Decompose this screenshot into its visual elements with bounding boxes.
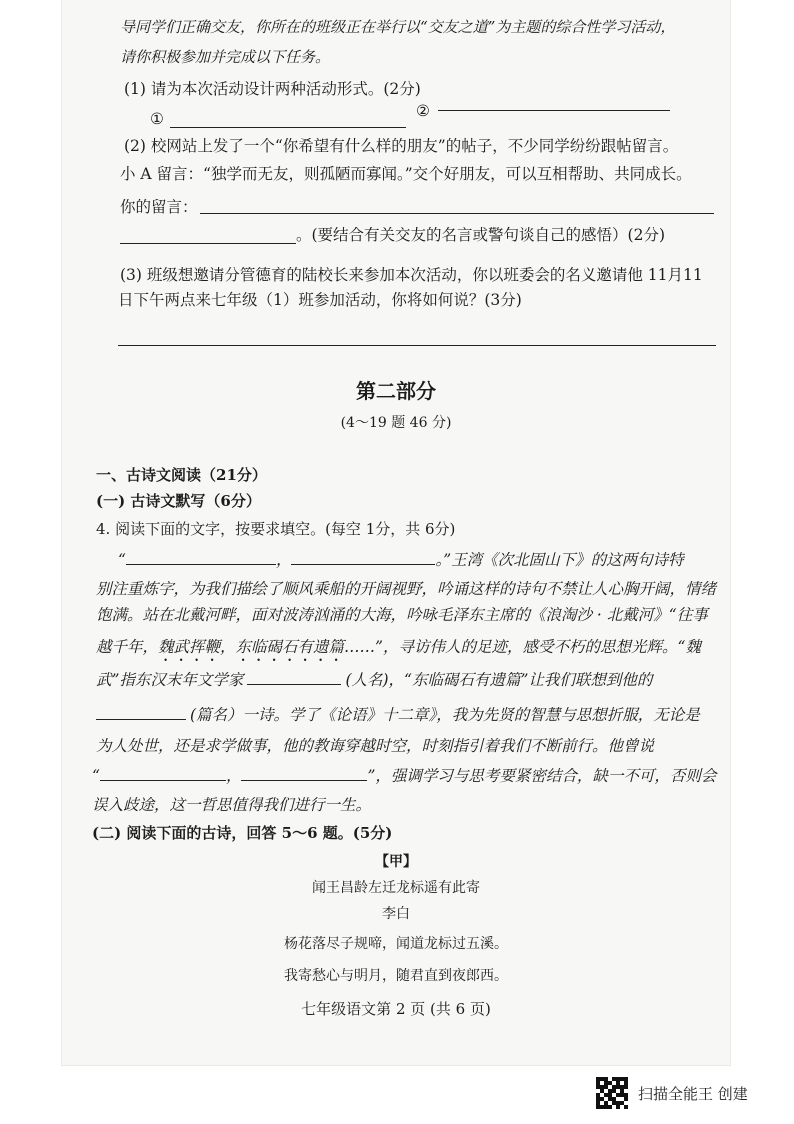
passage-line-4: 越千年，魏武挥鞭，东临碣石有遗篇……”，寻访伟人的足迹，感受不朽的思想光辉。“魏 (96, 638, 701, 656)
section-1-sub-heading: (一) 古诗文默写（6分） (96, 492, 261, 510)
q2-prompt: (2) 校网站上发了一个“你希望有什么样的朋友”的帖子，不少同学纷纷跟帖留言。 (124, 137, 679, 155)
brand-text: 扫描全能王 创建 (638, 1084, 748, 1103)
answer-line-form-2[interactable] (438, 110, 670, 111)
poem-line-2: 我寄愁心与明月，随君直到夜郎西。 (284, 968, 508, 984)
passage-line-1: “ ， 。”王湾《次北固山下》的这两句诗特 (118, 548, 684, 571)
q3-line-2: 日下午两点来七年级（1）班参加活动，你将如何说？(3分) (118, 291, 522, 309)
part-subtitle: (4～19 题 46 分) (340, 415, 452, 431)
answer-line-message-1[interactable] (200, 213, 714, 214)
poem-title: 闻王昌龄左迁龙标遥有此寄 (312, 880, 480, 896)
passage-line-3: 饱满。站在北戴河畔，面对波涛汹涌的大海，吟咏毛泽东主席的《浪淘沙 · 北戴河》“往事 (96, 606, 708, 624)
poem-line-1: 杨花落尽子规啼，闻道龙标过五溪。 (284, 936, 508, 952)
q3-line-1: (3) 班级想邀请分管德育的陆校长来参加本次活动，你以班委会的名义邀请他 11月11 (120, 266, 703, 284)
q2-label: 你的留言： (120, 198, 198, 216)
fill-blank-3[interactable] (247, 668, 341, 685)
answer-line-message-2[interactable] (120, 243, 296, 244)
passage-line-8: “ ， ”，强调学习与思考要紧密结合，缺一不可，否则会 (92, 764, 716, 787)
scanner-watermark (596, 1075, 748, 1111)
q1-mark-2: ② (416, 102, 430, 120)
passage-line-5: 武”指东汉末年文学家 (人名)，“东临碣石有遗篇”让我们联想到他的 (96, 668, 652, 691)
fill-blank-2[interactable] (291, 548, 435, 565)
question-4-prompt: 4. 阅读下面的文字，按要求填空。(每空 1分，共 6分) (96, 520, 456, 538)
fill-blank-4[interactable] (96, 703, 186, 720)
section-2-heading: (二) 阅读下面的古诗，回答 5～6 题。(5分) (92, 824, 393, 842)
fill-blank-1[interactable] (126, 548, 276, 565)
passage-line-7: 为人处世，还是求学做事，他的教诲穿越时空，时刻指引着我们不断前行。他曾说 (96, 737, 655, 755)
page-number: 七年级语文第 2 页 (共 6 页) (301, 1000, 491, 1018)
part-title: 第二部分 (356, 379, 436, 403)
fill-blank-5[interactable] (100, 764, 226, 781)
poem-author: 李白 (382, 906, 410, 922)
q1-mark-1: ① (150, 110, 164, 128)
fill-blank-6[interactable] (241, 764, 367, 781)
passage-line-9: 误入歧途，这一哲思值得我们进行一生。 (92, 796, 372, 814)
intro-line-2: 请你积极参加并完成以下任务。 (120, 48, 331, 66)
poem-tag: 【甲】 (375, 854, 417, 870)
emphasized-quote: 魏武挥鞭，东临碣石有遗篇 (158, 638, 345, 656)
answer-line-invitation[interactable] (118, 345, 716, 346)
qr-code-icon (596, 1077, 628, 1109)
q1-prompt: (1) 请为本次活动设计两种活动形式。(2分) (124, 80, 421, 98)
passage-line-2: 别注重炼字，为我们描绘了顺风乘船的开阔视野，吟诵这样的诗句不禁让人心胸开阔，情绪 (96, 580, 717, 598)
answer-line-form-1[interactable] (170, 127, 406, 128)
q2-line-2: 小 A 留言：“独学而无友，则孤陋而寡闻。”交个好朋友，可以互相帮助、共同成长。 (120, 165, 692, 183)
intro-line-1: 导同学们正确交友，你所在的班级正在举行以“交友之道”为主题的综合性学习活动， (120, 18, 676, 36)
section-1-heading: 一、古诗文阅读（21分） (96, 466, 267, 484)
passage-line-6: (篇名）一诗。学了《论语》十二章》，我为先贤的智慧与思想折服，无论是 (96, 703, 700, 726)
q2-tail: 。(要结合有关交友的名言或警句谈自己的感悟）(2分) (296, 226, 666, 244)
